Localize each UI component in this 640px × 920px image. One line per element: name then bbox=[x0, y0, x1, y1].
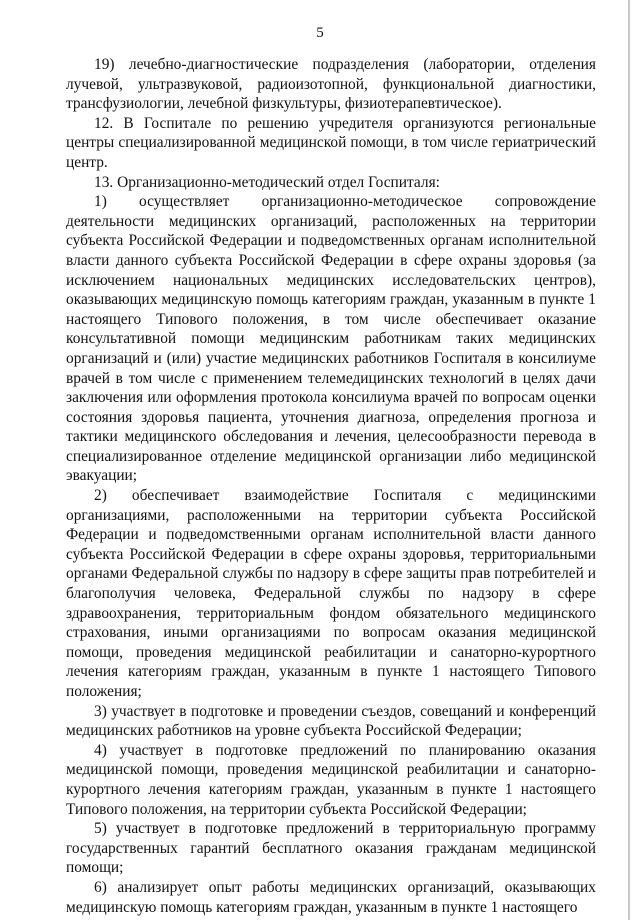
paragraph-clause-13: 13. Организационно-методический отдел Госпиталя: bbox=[94, 173, 440, 191]
paragraph-item-2: 2) обеспечивает взаимодействие Госпиталя с медицинскими организациями, расположенными на территории субъекта Российской Федерации и подведомственными органам исполнительной власти данного субъекта Российской Федерации в сфере охраны здоровья, территориальными органами Федеральной службы по надзору в сфере защиты прав потребителей и благополучия человека, Федеральной службы по надзору в сфере здравоохранения, территориальным фондом обязательного медицинского страхования, иными организациями по вопросам оказания медицинской помощи, проведения медицинской реабилитации и санаторно-курортного лечения категориям граждан, указанным в пункте 1 настоящего Типового положения; bbox=[66, 487, 596, 700]
paragraph-item-6: 6) анализирует опыт работы медицинских организаций, оказывающих медицинскую помощь категориям граждан, указанным в пункте 1 настоящего bbox=[66, 878, 596, 916]
paragraph-item-5: 5) участвует в подготовке предложений в территориальную программу государственных гарантий бесплатного оказания гражданам медицинской помощи; bbox=[66, 820, 596, 877]
page-number: 5 bbox=[316, 25, 324, 41]
scan-edge-line bbox=[628, 0, 630, 920]
document-body bbox=[66, 55, 596, 917]
paragraph-clause-12: 12. В Госпитале по решению учредителя организуются региональные центры специализированной медицинской помощи, в том числе гериатрический центр. bbox=[66, 114, 596, 171]
paragraph-item-4: 4) участвует в подготовке предложений по планированию оказания медицинской помощи, проведения медицинской реабилитации и санаторно-курортного лечения категориям граждан, указанным в пункте 1 настоящего Типового положения, на территории субъекта Российской Федерации; bbox=[66, 741, 596, 818]
paragraph-item-19: 19) лечебно-диагностические подразделения (лаборатории, отделения лучевой, ультразвуковой, радиоизотопной, функциональной диагностики, трансфузиологии, лечебной физкультуры, физиотерапевтическое). bbox=[66, 56, 596, 113]
paragraph-item-3: 3) участвует в подготовке и проведении съездов, совещаний и конференций медицинских работников на уровне субъекта Российской Федерации; bbox=[66, 702, 596, 740]
paragraph-item-1: 1) осуществляет организационно-методическое сопровождение деятельности медицинских организаций, расположенных на территории субъекта Российской Федерации и подведомственных органам исполнительной власти данного субъекта Российской Федерации в сфере охраны здоровья (за исключением национальных медицинских исследовательских центров), оказывающих медицинскую помощь категориям граждан, указанным в пункте 1 настоящего Типового положения, в том числе обеспечивает оказание консультативной помощи медицинским работникам таких медицинских организаций и (или) участие медицинских работников Госпиталя в консилиуме врачей в том числе с применением телемедицинских технологий в целях дачи заключения или оформления протокола консилиума врачей по вопросам оценки состояния здоровья пациента, уточнения диагноза, определения прогноза и тактики медицинского обследования и лечения, целесообразности перевода в специализированное отделение медицинской организации либо медицинской эвакуации; bbox=[66, 193, 596, 485]
